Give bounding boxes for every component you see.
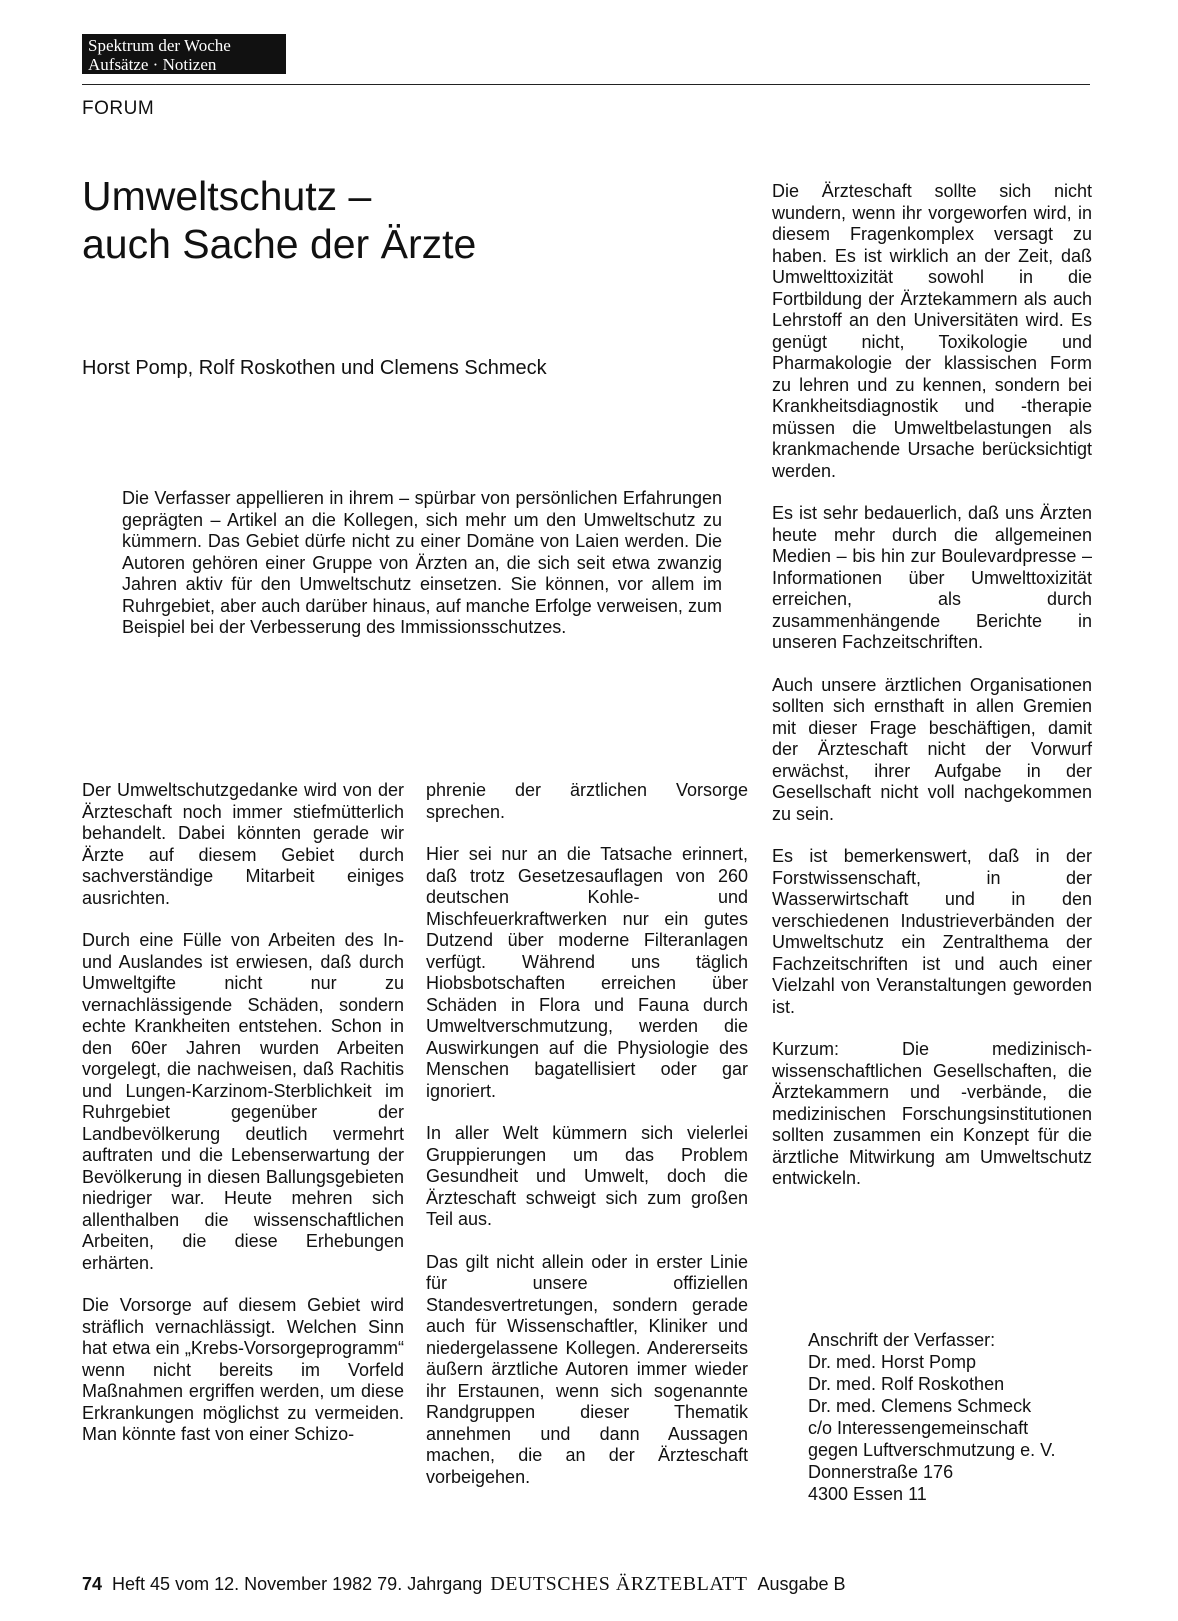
paragraph: Die Ärzteschaft sollte sich nicht wundern, wenn ihr vorgeworfen wird, in diesem Fragenkomplex versagt zu haben. Es ist wirklich an der Zeit, daß Umwelttoxizität sowohl in die Fortbildung der Ärztekammern als auch Lehrstoff an den Universitäten wird. Es genügt nicht, Toxikologie und Pharmakologie der klassischen Form zu lehren und zu kennen, sondern bei Krankheitsdiagnostik und -therapie müssen die Umweltbelastungen als krankmachende Ursache berücksichtigt werden.	[772, 181, 1092, 481]
address-line: Donnerstraße 176	[808, 1462, 954, 1482]
paragraph: Es ist bemerkenswert, daß in der Forstwissenschaft, in der Wasserwirtschaft und in den verschiedenen Industrieverbänden der Umweltschutz ein Zentralthema der Fachzeitschriften ist und auch einer Vielzahl von Veranstaltungen geworden ist.	[772, 846, 1092, 1017]
kicker: FORUM	[82, 98, 155, 119]
paragraph: Es ist sehr bedauerlich, daß uns Ärzten heute mehr durch die allgemeinen Medien – bis hin zur Boulevardpresse – Informationen über Umwelttoxizität erreichen, als durch zusammenhängende Berichte in unseren Fachzeitschriften.	[772, 503, 1092, 652]
paragraph: phrenie der ärztlichen Vorsorge sprechen.	[426, 780, 748, 822]
address-line: Dr. med. Horst Pomp	[808, 1352, 977, 1372]
address-line: 4300 Essen 11	[808, 1484, 927, 1504]
issue-info: Heft 45 vom 12. November 1982 79. Jahrgang	[112, 1574, 483, 1594]
title-line2: auch Sache der Ärzte	[82, 221, 477, 267]
edition: Ausgabe B	[757, 1574, 846, 1594]
paragraph: Die Vorsorge auf diesem Gebiet wird sträflich vernachlässigt. Welchen Sinn hat etwa ein „Krebs-Vorsorgeprogramm“ wenn nicht bereits im Vorfeld Maßnahmen ergriffen werden, um diese Erkrankungen möglichst zu vermeiden. Man könnte fast von einer Schizo-	[82, 1295, 404, 1444]
address-line: Dr. med. Clemens Schmeck	[808, 1396, 1032, 1416]
page-footer	[82, 1573, 1092, 1596]
author-address	[808, 1329, 1056, 1505]
body-column-right	[772, 181, 1092, 1211]
paragraph: Durch eine Fülle von Arbeiten des In- und Auslandes ist erwiesen, daß durch Umweltgifte nicht nur zu vernachlässigende Schäden, sondern echte Krankheiten entstehen. Schon in den 60er Jahren wurden Arbeiten vorgelegt, die nachweisen, daß Rachitis und Lungen-Karzinom-Sterblichkeit im Ruhrgebiet gegenüber der Landbevölkerung deutlich vermehrt auftraten und die Lebenserwartung der Bevölkerung in diesen Ballungsgebieten niedriger war. Heute mehren sich allenthalben die wissenschaftlichen Arbeiten, die diese Erhebungen erhärten.	[82, 930, 404, 1273]
article-title	[82, 172, 476, 268]
section-label-line2: Aufsätze · Notizen	[88, 55, 217, 74]
section-label	[82, 34, 286, 74]
section-label-line1: Spektrum der Woche	[88, 36, 231, 55]
address-line: c/o Interessengemeinschaft	[808, 1418, 1029, 1438]
body-column-left	[82, 780, 404, 1467]
paragraph: Hier sei nur an die Tatsache erinnert, daß trotz Gesetzesauflagen von 260 deutschen Kohle- und Mischfeuerkraftwerken nur ein gutes Dutzend über moderne Filteranlagen verfügt. Während uns täglich Hiobsbotschaften erreichen über Schäden in Flora und Fauna durch Umweltverschmutzung, werden die Auswirkungen auf die Physiologie des Menschen bagatellisiert oder gar ignoriert.	[426, 844, 748, 1101]
paragraph: In aller Welt kümmern sich vielerlei Gruppierungen um das Problem Gesundheit und Umwelt, doch die Ärzteschaft schweigt sich zum großen Teil aus.	[426, 1123, 748, 1229]
address-line: Dr. med. Rolf Roskothen	[808, 1374, 1005, 1394]
paragraph: Das gilt nicht allein oder in erster Linie für unsere offiziellen Standesvertretungen, sondern gerade auch für Wissenschaftler, Kliniker und niedergelassene Kollegen. Andererseits äußern ärztliche Autoren immer wieder ihr Erstaunen, wenn sich sogenannte Randgruppen dieser Thematik annehmen und dann Aussagen machen, die an der Ärzteschaft vorbeigehen.	[426, 1251, 748, 1487]
abstract: Die Verfasser appellieren in ihrem – spürbar von persönlichen Erfahrungen geprägten – Artikel an die Kollegen, sich mehr um den Umweltschutz zu kümmern. Das Gebiet dürfe nicht zu einer Domäne von Laien werden. Die Autoren gehören einer Gruppe von Ärzten an, die sich seit etwa zwanzig Jahren aktiv für den Umweltschutz einsetzen. Sie können, vor allem im Ruhrgebiet, aber auch darüber hinaus, auf manche Erfolge verweisen, zum Beispiel bei der Verbesserung des Immissionsschutzes.	[122, 488, 722, 637]
paragraph: Kurzum: Die medizinisch-wissenschaftlichen Gesellschaften, die Ärztekammern und -verbände, die medizinischen Forschungsinstitutionen sollten zusammen ein Konzept für die ärztliche Mitwirkung am Umweltschutz entwickeln.	[772, 1039, 1092, 1188]
header-rule	[82, 84, 1090, 85]
page-number: 74	[82, 1574, 103, 1594]
address-line: Anschrift der Verfasser:	[808, 1330, 996, 1350]
paragraph: Auch unsere ärztlichen Organisationen sollten sich ernsthaft in allen Gremien mit dieser Frage beschäftigen, damit der Ärzteschaft nicht der Vorwurf erwächst, ihrer Aufgabe in der Gesellschaft nicht voll nachgekommen zu sein.	[772, 674, 1092, 824]
paragraph: Der Umweltschutzgedanke wird von der Ärzteschaft noch immer stiefmütterlich behandelt. Dabei könnten gerade wir Ärzte auf diesem Gebiet durch sachverständige Mitarbeit einiges ausrichten.	[82, 780, 404, 908]
address-line: gegen Luftverschmutzung e. V.	[808, 1440, 1056, 1460]
authors: Horst Pomp, Rolf Roskothen und Clemens Schmeck	[82, 357, 547, 379]
journal-name: DEUTSCHES ÄRZTEBLATT	[490, 1573, 748, 1595]
body-column-middle	[426, 780, 748, 1509]
title-line1: Umweltschutz –	[82, 173, 372, 219]
